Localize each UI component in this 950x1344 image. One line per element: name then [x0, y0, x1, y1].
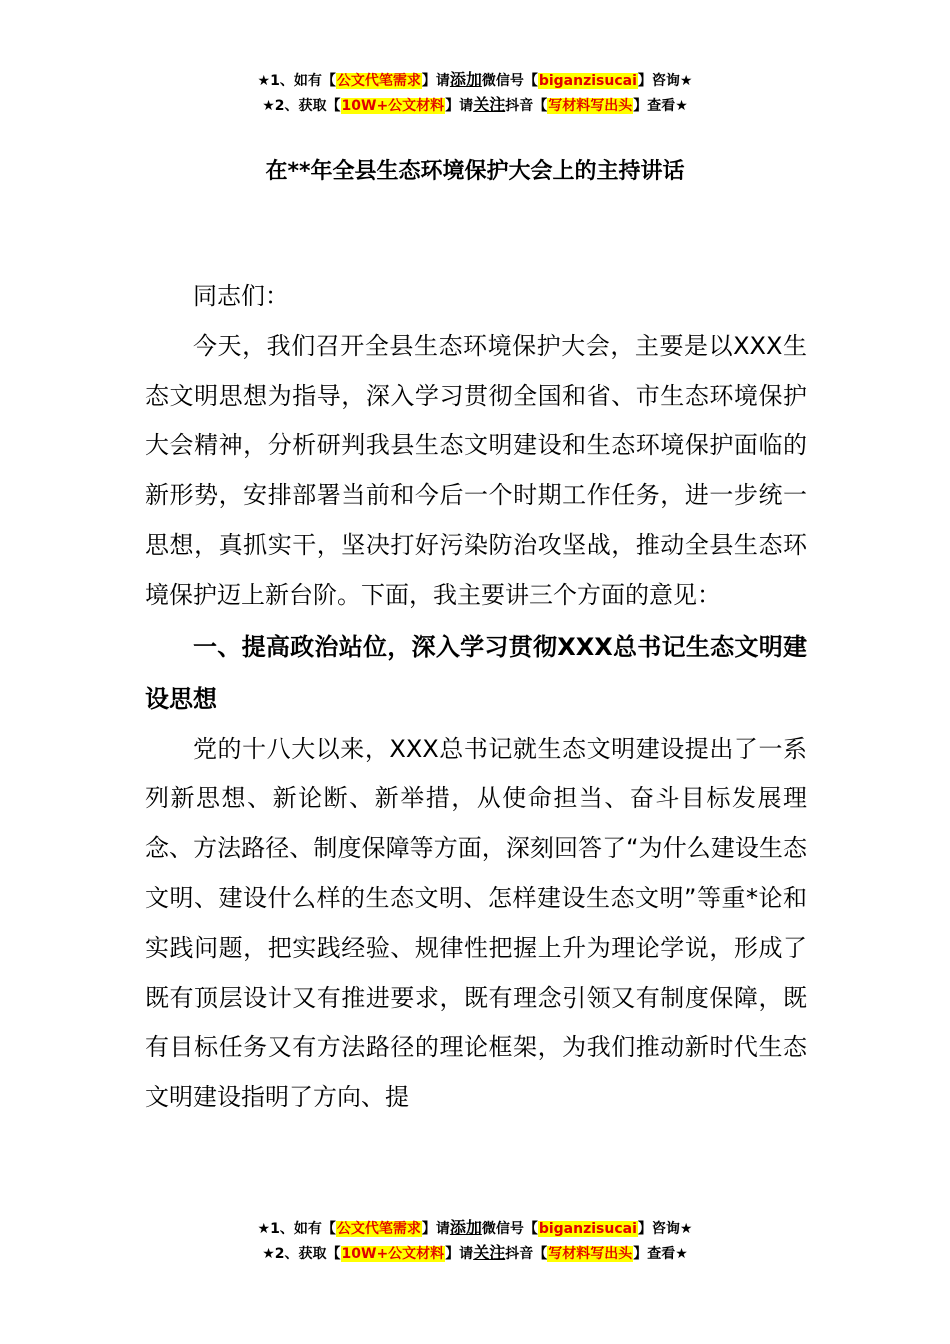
document-title: 在**年全县生态环境保护大会上的主持讲话	[265, 159, 685, 184]
banner-emphasis: 关注	[473, 95, 506, 114]
banner-text: 】请	[445, 98, 474, 114]
highlight-service: 公文代笔需求	[336, 1221, 421, 1237]
paragraph: 党的十八大以来，XXX总书记就生态文明建设提出了一系列新思想、新论断、新举措，从使命担当、奋斗目标发展理念、方法路径、制度保障等方面，深刻回答了“为什么建设生态文明、建设什么样的生态文明、怎样建设生态文明”等重*论和实践问题，把实践经验、规律性把握上升为理论学说，形成了既有顶层设计又有推进要求，既有理念引领又有制度保障，既有目标任务又有方法路径的理论框架，为我们推动新时代生态文明建设指明了方向、提	[145, 734, 807, 1112]
banner-emphasis: 添加	[449, 1218, 482, 1237]
highlight-materials: 10W+公文材料	[341, 1246, 445, 1262]
banner-text: 】查看★	[633, 98, 688, 114]
banner-line-2	[0, 1241, 950, 1266]
banner-line-1	[0, 1216, 950, 1241]
bottom-banner	[0, 1216, 950, 1266]
banner-line-2	[0, 93, 950, 118]
banner-text: 微信号【	[481, 73, 538, 89]
banner-text: 微信号【	[481, 1221, 538, 1237]
banner-text: 】请	[445, 1246, 474, 1262]
highlight-materials: 10W+公文材料	[341, 98, 445, 114]
banner-text: 】咨询★	[637, 1221, 693, 1237]
banner-text: ★2、获取【	[262, 98, 341, 114]
top-banner	[0, 68, 950, 118]
banner-text: 】查看★	[633, 1246, 688, 1262]
document-body	[145, 272, 807, 1123]
banner-text: ★1、如有【	[257, 1221, 336, 1237]
banner-text: 抖音【	[505, 98, 548, 114]
banner-emphasis: 关注	[473, 1243, 506, 1262]
section-heading: 一、提高政治站位，深入学习贯彻XXX总书记生态文明建设思想	[145, 632, 807, 713]
banner-line-1	[0, 68, 950, 93]
highlight-wechat-id: biganzisucai	[538, 1221, 637, 1237]
highlight-douyin-account: 写材料写出头	[548, 98, 633, 114]
banner-text: 】请	[421, 73, 450, 89]
highlight-service: 公文代笔需求	[336, 73, 421, 89]
highlight-wechat-id: biganzisucai	[538, 73, 637, 89]
banner-text: ★1、如有【	[257, 73, 336, 89]
banner-text: ★2、获取【	[262, 1246, 341, 1262]
banner-emphasis: 添加	[449, 70, 482, 89]
salutation: 同志们：	[193, 282, 289, 310]
banner-text: 】请	[421, 1221, 450, 1237]
banner-text: 抖音【	[505, 1246, 548, 1262]
paragraph: 今天，我们召开全县生态环境保护大会，主要是以XXX生态文明思想为指导，深入学习贯彻全国和省、市生态环境保护大会精神，分析研判我县生态文明建设和生态环境保护面临的新形势，安排部署当前和今后一个时期工作任务，进一步统一思想，真抓实干，坚决打好污染防治攻坚战，推动全县生态环境保护迈上新台阶。下面，我主要讲三个方面的意见：	[145, 331, 807, 609]
banner-text: 】咨询★	[637, 73, 693, 89]
highlight-douyin-account: 写材料写出头	[548, 1246, 633, 1262]
